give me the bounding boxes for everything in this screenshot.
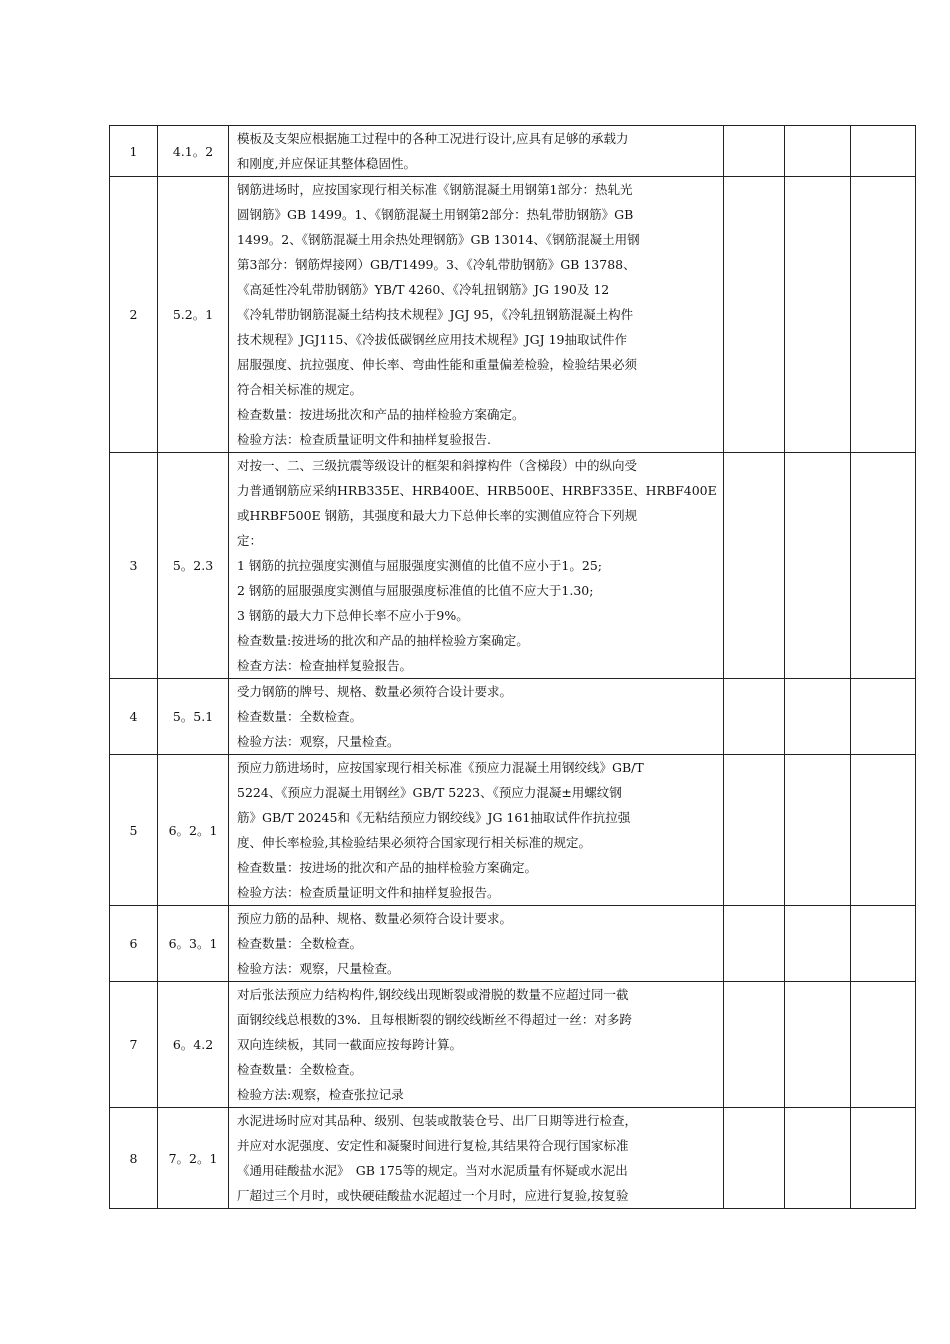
requirement-line: 或HRBF500E 钢筋，其强度和最大力下总伸长率的实测值应符合下列规 [237, 508, 638, 523]
clause-number: 6。4.2 [158, 982, 229, 1108]
requirement-text [229, 982, 724, 1108]
table-row [110, 177, 916, 453]
requirement-line: 检验方法:观察，检查张拉记录 [237, 1087, 404, 1102]
requirement-line: 受力钢筋的牌号、规格、数量必须符合设计要求。 [237, 684, 513, 699]
inspection-table [109, 125, 916, 1209]
blank-cell-3 [851, 453, 916, 679]
blank-cell-1 [724, 755, 785, 906]
requirement-line: 并应对水泥强度、安定性和凝聚时间进行复检,其结果符合现行国家标准 [237, 1138, 629, 1153]
requirement-line: 3 钢筋的最大力下总伸长率不应小于9%。 [237, 608, 469, 623]
row-number: 5 [110, 755, 158, 906]
blank-cell-3 [851, 982, 916, 1108]
table-row [110, 679, 916, 755]
requirement-line: 检验方法：检查质量证明文件和抽样复验报告. [237, 432, 491, 447]
table-body [110, 126, 916, 1209]
requirement-text [229, 453, 724, 679]
requirement-line: 2 钢筋的屈服强度实测值与屈服强度标准值的比值不应大于1.30; [237, 583, 594, 598]
clause-number: 4.1。2 [158, 126, 229, 177]
table-row [110, 1108, 916, 1209]
requirement-line: 对按一、二、三级抗震等级设计的框架和斜撑构件（含梯段）中的纵向受 [237, 458, 638, 473]
table-row [110, 453, 916, 679]
requirement-line: 度、伸长率检验,其检验结果必须符合国家现行相关标准的规定。 [237, 835, 591, 850]
requirement-line: 对后张法预应力结构构件,钢绞线出现断裂或滑脱的数量不应超过同一截 [237, 987, 629, 1002]
blank-cell-3 [851, 755, 916, 906]
requirement-line: 圆钢筋》GB 1499。1、《钢筋混凝土用钢第2部分：热轧带肋钢筋》GB [237, 207, 634, 222]
blank-cell-1 [724, 453, 785, 679]
requirement-text [229, 126, 724, 177]
requirement-line: 《通用硅酸盐水泥》 GB 175等的规定。当对水泥质量有怀疑或水泥出 [237, 1163, 628, 1178]
requirement-text [229, 679, 724, 755]
blank-cell-3 [851, 126, 916, 177]
requirement-line: 检查数量：全数检查。 [237, 709, 363, 724]
blank-cell-1 [724, 1108, 785, 1209]
requirement-line: 检查数量：全数检查。 [237, 936, 363, 951]
clause-number: 7。2。1 [158, 1108, 229, 1209]
requirement-line: 双向连续板，其同一截面应按每跨计算。 [237, 1037, 463, 1052]
requirement-line: 面钢绞线总根数的3%．且每根断裂的钢绞线断丝不得超过一丝：对多跨 [237, 1012, 632, 1027]
blank-cell-3 [851, 679, 916, 755]
clause-number: 6。3。1 [158, 906, 229, 982]
requirement-line: 5224、《预应力混凝土用钢丝》GB/T 5223、《预应力混凝±用螺纹钢 [237, 785, 622, 800]
requirement-line: 厂超过三个月时，或快硬硅酸盐水泥超过一个月时，应进行复验,按复验 [237, 1188, 629, 1203]
requirement-line: 1499。2、《钢筋混凝土用余热处理钢筋》GB 13014、《钢筋混凝土用钢 [237, 232, 640, 247]
clause-number: 5.2。1 [158, 177, 229, 453]
requirement-line: 模板及支架应根据施工过程中的各种工况进行设计,应具有足够的承载力 [237, 131, 629, 146]
table-row [110, 906, 916, 982]
row-number: 2 [110, 177, 158, 453]
row-number: 1 [110, 126, 158, 177]
table-row [110, 755, 916, 906]
requirement-text [229, 177, 724, 453]
blank-cell-2 [785, 1108, 851, 1209]
requirement-line: 定： [237, 533, 263, 548]
blank-cell-3 [851, 1108, 916, 1209]
requirement-line: 水泥进场时应对其品种、级别、包装或散装仓号、出厂日期等进行检查， [237, 1113, 638, 1128]
clause-number: 5。2.3 [158, 453, 229, 679]
blank-cell-1 [724, 906, 785, 982]
requirement-text [229, 906, 724, 982]
requirement-line: 检验方法：检查质量证明文件和抽样复验报告。 [237, 885, 500, 900]
requirement-text [229, 755, 724, 906]
requirement-line: 第3部分：钢筋焊接网）GB/T1499。3、《冷轧带肋钢筋》GB 13788、 [237, 257, 636, 272]
requirement-line: 钢筋进场时，应按国家现行相关标准《钢筋混凝土用钢第1部分：热轧光 [237, 182, 633, 197]
requirement-line: 预应力筋进场时，应按国家现行相关标准《预应力混凝土用钢绞线》GB/T [237, 760, 644, 775]
requirement-line: 检查方法：检查抽样复验报告。 [237, 658, 413, 673]
blank-cell-2 [785, 453, 851, 679]
requirement-line: 《冷轧带肋钢筋混凝土结构技术规程》JGJ 95，《冷轧扭钢筋混凝土构件 [237, 307, 634, 322]
blank-cell-2 [785, 906, 851, 982]
blank-cell-1 [724, 177, 785, 453]
blank-cell-1 [724, 126, 785, 177]
blank-cell-3 [851, 177, 916, 453]
row-number: 6 [110, 906, 158, 982]
requirement-line: 技术规程》JGJ115、《冷拔低碳钢丝应用技术规程》JGJ 19抽取试件作 [237, 332, 628, 347]
row-number: 8 [110, 1108, 158, 1209]
row-number: 7 [110, 982, 158, 1108]
clause-number: 5。5.1 [158, 679, 229, 755]
requirement-line: 1 钢筋的抗拉强度实测值与屈服强度实测值的比值不应小于1。25; [237, 558, 602, 573]
requirement-line: 屈服强度、抗拉强度、伸长率、弯曲性能和重量偏差检验，检验结果必须 [237, 357, 638, 372]
clause-number: 6。2。1 [158, 755, 229, 906]
blank-cell-2 [785, 679, 851, 755]
requirement-line: 预应力筋的品种、规格、数量必须符合设计要求。 [237, 911, 513, 926]
requirement-line: 和刚度,并应保证其整体稳固性。 [237, 156, 416, 171]
row-number: 4 [110, 679, 158, 755]
requirement-line: 检查数量:按进场的批次和产品的抽样检验方案确定。 [237, 633, 529, 648]
blank-cell-2 [785, 982, 851, 1108]
blank-cell-2 [785, 755, 851, 906]
requirement-line: 检验方法：观察，尺量检查。 [237, 961, 400, 976]
blank-cell-2 [785, 126, 851, 177]
requirement-line: 筋》GB/T 20245和《无粘结预应力钢绞线》JG 161抽取试件作抗拉强 [237, 810, 631, 825]
blank-cell-1 [724, 679, 785, 755]
requirement-line: 符合相关标准的规定。 [237, 382, 363, 397]
requirement-line: 检查数量：全数检查。 [237, 1062, 363, 1077]
requirement-line: 力普通钢筋应采纳HRB335E、HRB400E、HRB500E、HRBF335E、HRBF400E [237, 483, 717, 498]
blank-cell-3 [851, 906, 916, 982]
blank-cell-2 [785, 177, 851, 453]
requirement-line: 检验方法：观察，尺量检查。 [237, 734, 400, 749]
row-number: 3 [110, 453, 158, 679]
table-row [110, 126, 916, 177]
requirement-text [229, 1108, 724, 1209]
requirement-line: 《高延性冷轧带肋钢筋》YB/T 4260、《冷轧扭钢筋》JG 190及 12 [237, 282, 610, 297]
blank-cell-1 [724, 982, 785, 1108]
requirement-line: 检查数量：按进场批次和产品的抽样检验方案确定。 [237, 407, 525, 422]
requirement-line: 检查数量：按进场的批次和产品的抽样检验方案确定。 [237, 860, 538, 875]
table-row [110, 982, 916, 1108]
